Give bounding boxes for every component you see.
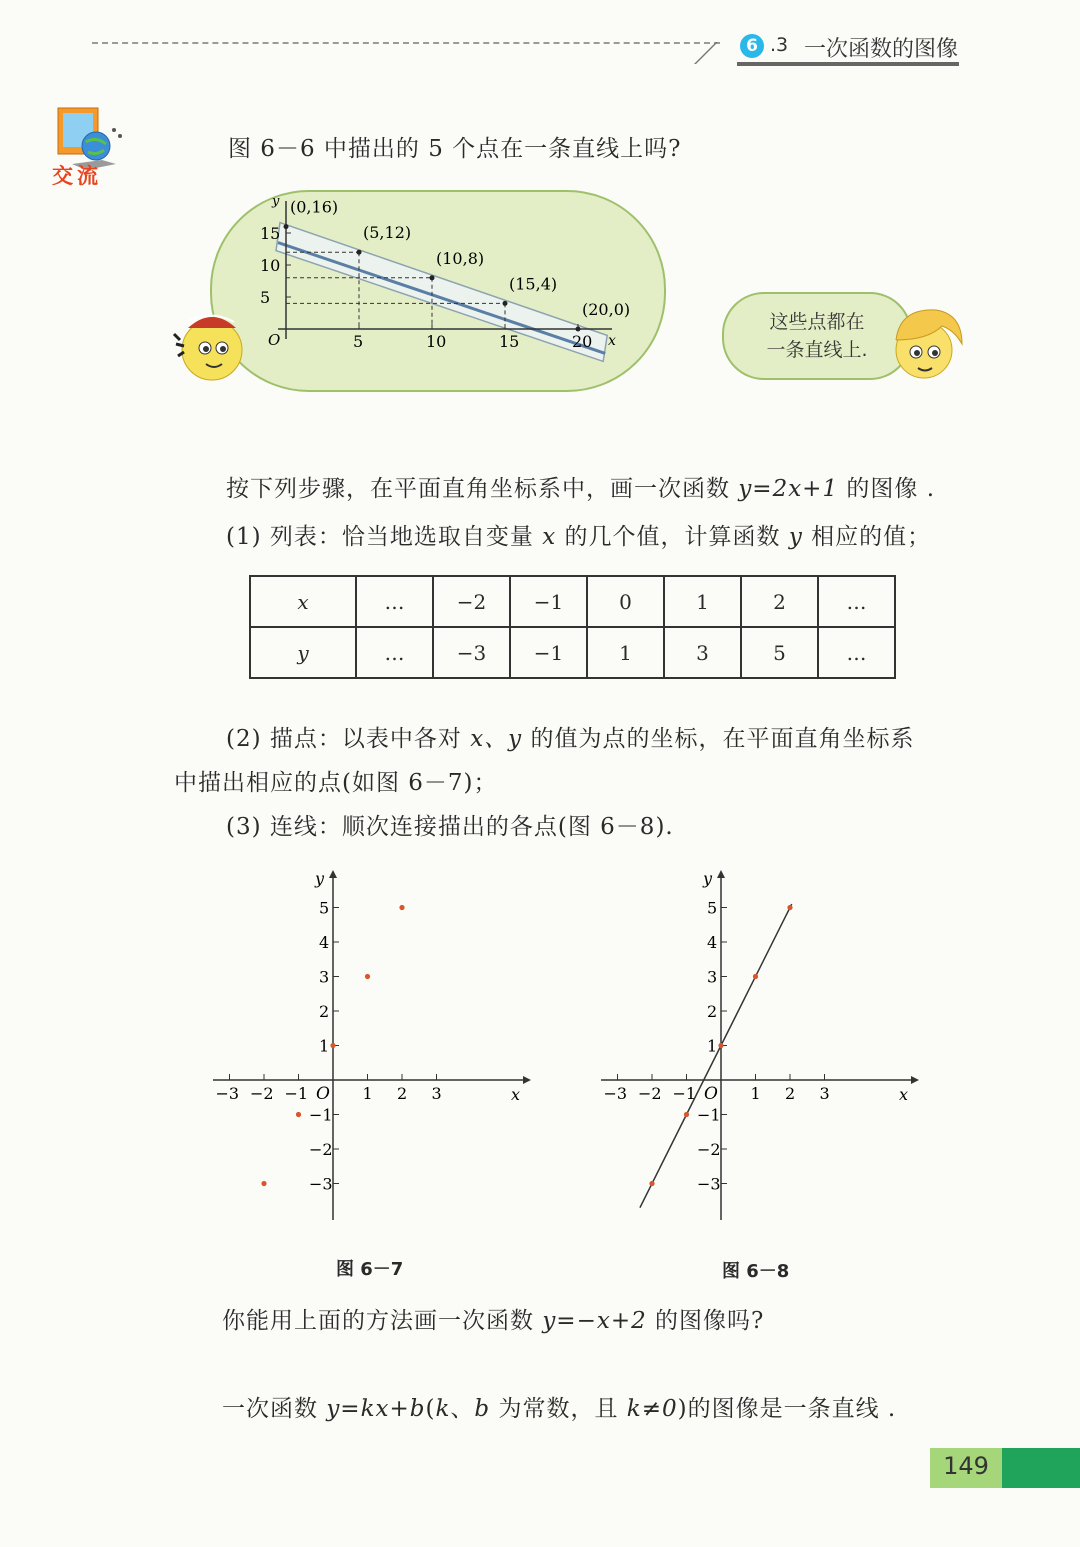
page-number: 149 [943,1452,989,1480]
table-cell: … [356,627,433,678]
header-dashed-rule [92,42,720,44]
point-label: (10,8) [436,248,485,268]
y-tick-label: −3 [309,1174,333,1194]
step-1 [226,518,931,551]
section-number: .3 [770,34,789,56]
y-tick-label: 10 [260,256,281,275]
step-3: (3) 连线：顺次连接描出的各点(图 6－8). [226,814,674,840]
step2-text-a: (2) 描点：以表中各对 [226,726,471,752]
step1-var-x: x [542,524,557,550]
conclusion-condition: k≠0 [626,1396,678,1422]
table-cell: 0 [587,576,664,627]
x-tick-label: 5 [353,332,364,351]
x-tick-label: 1 [362,1084,373,1103]
figure-6-8-chart [593,862,923,1232]
step1-text-c: 相应的值； [802,524,932,550]
intro-formula: y=2x+1 [738,476,839,502]
y-tick-label: 1 [707,1036,718,1056]
table-cell: … [356,576,433,627]
table-cell: −3 [433,627,510,678]
x-tick-label: 15 [499,332,520,351]
y-tick-label: −2 [697,1140,721,1159]
q2-formula: y=−x+2 [542,1308,647,1334]
table-cell: −2 [433,576,510,627]
data-point [365,974,370,979]
figure-6-7-chart [205,862,535,1232]
intro-text-b: 的图像 . [838,476,936,502]
header-slant-rule [694,42,744,64]
y-axis-label: y [703,869,713,888]
table-cell: 2 [741,576,818,627]
x-tick-label: −3 [215,1084,240,1103]
x-tick-label: −3 [603,1084,628,1103]
speech-line-2: 一条直线上. [766,339,868,361]
y-axis-label: y [315,869,325,888]
cartoon-boy-icon [160,298,250,388]
conclusion-formula: y=kx+b [326,1396,426,1422]
step1-var-y: y [788,524,803,550]
x-tick-label: 3 [431,1084,442,1103]
step-2-line-2: 中描出相应的点(如图 6－7)； [174,770,498,796]
page-edge-strip [1002,1448,1080,1488]
data-point [503,301,508,306]
x-tick-label: 2 [397,1084,408,1103]
conclusion-b-var: b [474,1396,491,1422]
x-axis-arrow [523,1076,531,1084]
x-tick-label: 20 [572,332,593,351]
step2-text-b: 的值为点的坐标，在平面直角坐标系 [522,726,915,752]
origin-label: O [316,1084,330,1104]
point-label: (5,12) [363,223,412,243]
y-tick-label: 5 [260,288,271,307]
question-fig-6-6: 图 6－6 中描出的 5 个点在一条直线上吗? [228,136,682,162]
table-row-y [250,627,895,678]
conclusion-d: 为常数，且 [490,1396,627,1422]
x-tick-label: −1 [672,1084,697,1103]
x-tick-label: 3 [819,1084,830,1103]
x-tick-label: −2 [250,1084,274,1103]
y-tick-label: −1 [309,1105,333,1125]
conclusion-b: ( [425,1396,436,1422]
x-axis-label: x [899,1085,909,1104]
y-tick-label: 4 [707,933,718,952]
table-cell: … [818,576,895,627]
table-cell: 1 [587,627,664,678]
conclusion-a: 一次函数 [222,1396,327,1422]
y-tick-label: 4 [319,933,330,952]
origin-label: O [268,331,281,349]
origin-label: O [704,1084,718,1104]
conclusion-c: 、 [450,1396,475,1422]
speech-text [742,308,892,364]
conclusion-k: k [435,1396,451,1422]
data-point [284,224,289,229]
table-cell: … [818,627,895,678]
table-cell: 1 [664,576,741,627]
intro-text-a: 按下列步骤，在平面直角坐标系中，画一次函数 [226,476,739,502]
point-label: (20,0) [582,300,631,319]
data-point [399,905,404,910]
conclusion-e: )的图像是一条直线 . [677,1396,897,1422]
step-2-line-1 [226,720,914,753]
y-tick-label: 15 [260,224,281,243]
section-label-exchange: 交流 [52,164,102,188]
intro-instruction [226,470,935,503]
point-label: (15,4) [509,274,558,294]
x-tick-label: 2 [785,1084,796,1103]
y-tick-label: 2 [319,1002,330,1021]
x-tick-label: −2 [638,1084,662,1103]
y-tick-label: 2 [707,1002,718,1021]
data-point [261,1181,266,1186]
point-label: (0,16) [290,197,339,217]
y-axis-arrow [717,870,725,878]
x-tick-label: 1 [750,1084,761,1103]
y-axis-arrow [329,870,337,878]
x-axis-arrow [911,1076,919,1084]
y-tick-label: 5 [707,898,718,918]
data-point [684,1112,689,1117]
x-tick-label: 10 [426,332,447,351]
value-table [249,575,896,679]
table-row-x [250,576,895,627]
question-2 [222,1302,764,1335]
step1-text-b: 的几个值，计算函数 [556,524,789,550]
x-tick-label: −1 [284,1084,309,1103]
conclusion [222,1390,896,1423]
figure-6-7-caption: 图 6－7 [336,1259,404,1280]
speech-line-1: 这些点都在 [769,311,865,333]
y-tick-label: −3 [697,1174,721,1194]
data-point [753,974,758,979]
table-cell: 5 [741,627,818,678]
y-axis-label: y [272,194,280,209]
x-axis-label: x [608,333,616,349]
section-title: 一次函数的图像 [804,37,959,62]
data-point [718,1043,723,1048]
data-point [430,275,435,280]
y-tick-label: 3 [707,967,718,987]
step1-text-a: (1) 列表：恰当地选取自变量 [226,524,543,550]
data-point [649,1181,654,1186]
table-cell: y [250,627,356,678]
data-point [787,905,792,910]
x-axis-label: x [511,1085,521,1104]
data-point [296,1112,301,1117]
figure-6-6 [262,195,632,385]
cartoon-girl-icon [882,300,970,388]
step2-vars: x、y [470,726,523,752]
table-cell: −1 [510,576,587,627]
figure-6-8-caption: 图 6－8 [722,1261,790,1282]
table-cell: x [250,576,356,627]
y-tick-label: 3 [319,967,330,987]
table-cell: −1 [510,627,587,678]
y-tick-label: 5 [319,898,330,918]
y-tick-label: 1 [319,1036,330,1056]
q2-text-b: 的图像吗? [646,1308,765,1334]
chapter-badge: 6 [740,34,764,58]
y-tick-label: −1 [697,1105,721,1125]
data-point [357,250,362,255]
y-tick-label: −2 [309,1140,333,1159]
table-cell: 3 [664,627,741,678]
data-point [576,327,581,332]
data-point [330,1043,335,1048]
q2-text-a: 你能用上面的方法画一次函数 [222,1308,543,1334]
